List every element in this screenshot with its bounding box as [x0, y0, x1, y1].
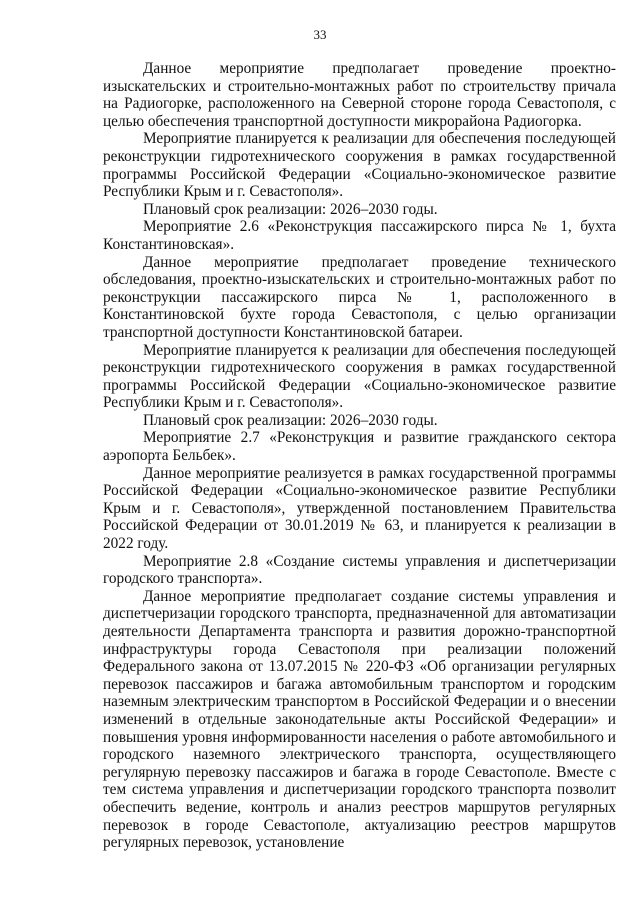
paragraph-radiogorka-pier: Данное мероприятие предполагает проведение проектно-изыскательских и строительно-монтажных работ по строительству причала на Радиогорке, расположенного на Северной стороне города Севастополя, с целью обеспечения транспортной доступности микрорайона Радиогорка. [103, 60, 616, 130]
document-body [103, 60, 616, 852]
paragraph-radiogorka-deadline: Плановый срок реализации: 2026–2030 годы. [143, 200, 438, 218]
paragraph-measure-2-8-description: Данное мероприятие предполагает создание системы управления и диспетчеризации городского транспорта, предназначенной для автоматизации деятельности Департамента транспорта и развития дорожно-транспортной инфраструктуры города Севастополя при реализации положений Федерального закона от 13.07.2015 № 220-ФЗ «Об организации регулярных перевозок пассажиров и багажа автомобильным транспортом и городским наземным электрическим транспортом в Российской Федерации и о внесении изменений в отдельные законодательные акты Российской Федерации» и повышения уровня информированности населения о работе автомобильного и городского наземного электрического транспорта, осуществляющего регулярную перевозку пассажиров и багажа в городе Севастополе. Вместе с тем система управления и диспетчеризации городского транспорта позволит обеспечить ведение, контроль и анализ реестров маршрутов регулярных перевозок в городе Севастополе, актуализацию реестров маршрутов регулярных перевозок, установление [103, 587, 616, 852]
paragraph-measure-2-6-deadline: Плановый срок реализации: 2026–2030 годы. [143, 411, 438, 429]
paragraph-measure-2-7-description: Данное мероприятие реализуется в рамках государственной программы Российской Федерации «Социально-экономическое развитие Республики Крым и г. Севастополя», утвержденной постановлением Правительства Российской Федерации от 30.01.2019 № 63, и планируется к реализации в 2022 году. [103, 464, 616, 553]
page-number: 33 [313, 27, 327, 42]
paragraph-radiogorka-program: Мероприятие планируется к реализации для обеспечения последующей реконструкции гидротехнического сооружения в рамках государственной программы Российской Федерации «Социально-экономическое развитие Республики Крым и г. Севастополя». [103, 130, 616, 201]
paragraph-measure-2-6-title: Мероприятие 2.6 «Реконструкция пассажирского пирса № 1, бухта Константиновская». [103, 218, 616, 253]
paragraph-measure-2-6-description: Данное мероприятие предполагает проведение технического обследования, проектно-изыскательских и строительно-монтажных работ по реконструкции пассажирского пирса № 1, расположенного в Константиновской бухте города Севастополя, с целью организации транспортной доступности Константиновской батареи. [103, 253, 616, 341]
paragraph-measure-2-7-title: Мероприятие 2.7 «Реконструкция и развитие гражданского сектора аэропорта Бельбек». [103, 429, 616, 465]
paragraph-measure-2-6-program: Мероприятие планируется к реализации для обеспечения последующей реконструкции гидротехнического сооружения в рамках государственной программы Российской Федерации «Социально-экономическое развитие Республики Крым и г. Севастополя». [103, 341, 616, 412]
paragraph-measure-2-8-title: Мероприятие 2.8 «Создание системы управления и диспетчеризации городского транспорта». [103, 552, 616, 588]
